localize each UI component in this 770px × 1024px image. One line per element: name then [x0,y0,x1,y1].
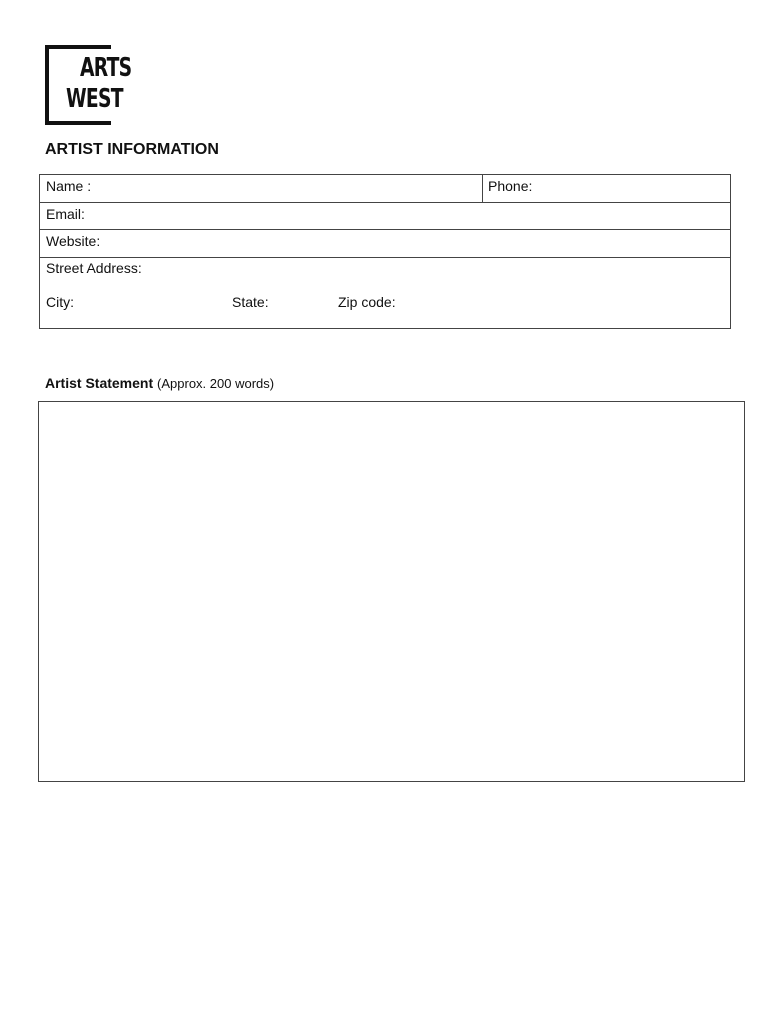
zip-code-field[interactable]: Zip code: [338,294,396,310]
section-title-artist-information: ARTIST INFORMATION [45,141,219,158]
website-field[interactable]: Website: [46,233,101,249]
name-phone-row [40,175,730,203]
phone-cell [482,175,730,202]
artist-info-table [39,174,731,329]
name-field[interactable]: Name : [46,178,92,194]
artist-statement-label: Artist Statement [45,375,154,391]
artist-statement-heading [45,375,274,392]
email-field[interactable]: Email: [46,206,85,222]
state-field[interactable]: State: [232,294,269,310]
city-field[interactable]: City: [46,294,74,310]
artist-statement-textbox[interactable] [38,401,745,782]
email-row [40,203,730,230]
logo-text-west: WEST [66,84,123,114]
street-address-field[interactable]: Street Address: [46,260,142,276]
website-row [40,230,730,258]
arts-west-logo [45,45,132,123]
address-row [40,258,730,329]
phone-field[interactable]: Phone: [488,178,533,194]
artist-statement-hint: (Approx. 200 words) [157,376,275,391]
logo-text-arts: ARTS [80,53,132,83]
